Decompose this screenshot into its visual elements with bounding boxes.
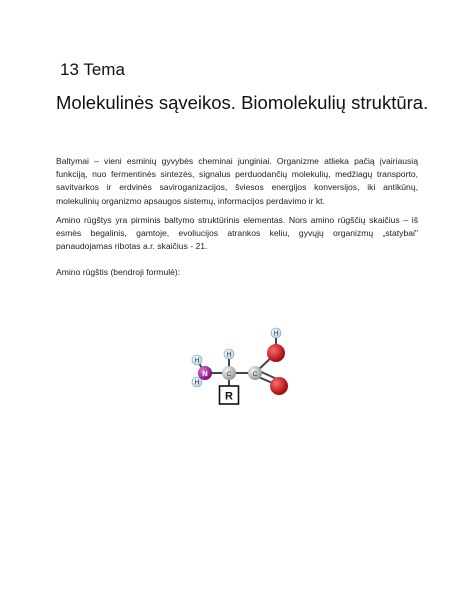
r-group-box: [220, 386, 239, 404]
alpha-carbon-atom: [222, 366, 236, 380]
oxygen-atom-carbonyl: [270, 377, 288, 395]
hydrogen-atom: [271, 328, 281, 338]
atom-label-h: H: [226, 351, 232, 359]
paragraph-amino-acids: Amino rūgštys yra pirminis baltymo struktūrinis elementas. Nors amino rūgščių skaičius – iš esmės begalinis, gamtoje, evoliucijos atrankos keliu, gyvųjų organizmų „statybai" panaudojamas ribotas a.r. skaičius - 21.: [56, 215, 418, 252]
hydrogen-atom: [192, 355, 202, 365]
nitrogen-atom: [198, 366, 212, 380]
atom-label-c: C: [252, 371, 258, 378]
hydrogen-atom: [224, 349, 234, 359]
paragraph-proteins: Baltymai – vieni esminių gyvybės cheminai junginiai. Organizme atlieka pačią įvairiausią funkciją, nuo fermentinės sintezės, signalus perduodančių molekulių, medžiagų transporto, savitvarkos ir erdvinės saviroganizacijos, šviesos energijos konversijos, iki antikūnų, molekulinių organizmo apsaugos sistemų, informacijos perdavimo ir kt.: [56, 156, 418, 206]
r-group-label: R: [225, 390, 233, 403]
atom-label-h: H: [194, 379, 200, 387]
topic-number: 13 Tema: [60, 60, 125, 79]
paragraph-formula-caption: Amino rūgštis (bendroji formulė):: [56, 267, 181, 277]
carboxyl-carbon-atom: [248, 366, 262, 380]
atom-label-h: H: [273, 330, 279, 338]
oxygen-atom-hydroxyl: [267, 344, 285, 362]
atom-label-n: N: [202, 369, 208, 378]
hydrogen-atom: [192, 377, 202, 387]
atom-label-c: C: [226, 371, 232, 378]
atom-label-h: H: [194, 357, 200, 365]
document-title: Molekulinės sąveikos. Biomolekulių struktūra.: [56, 92, 429, 113]
amino-acid-structure-diagram: [180, 320, 310, 420]
